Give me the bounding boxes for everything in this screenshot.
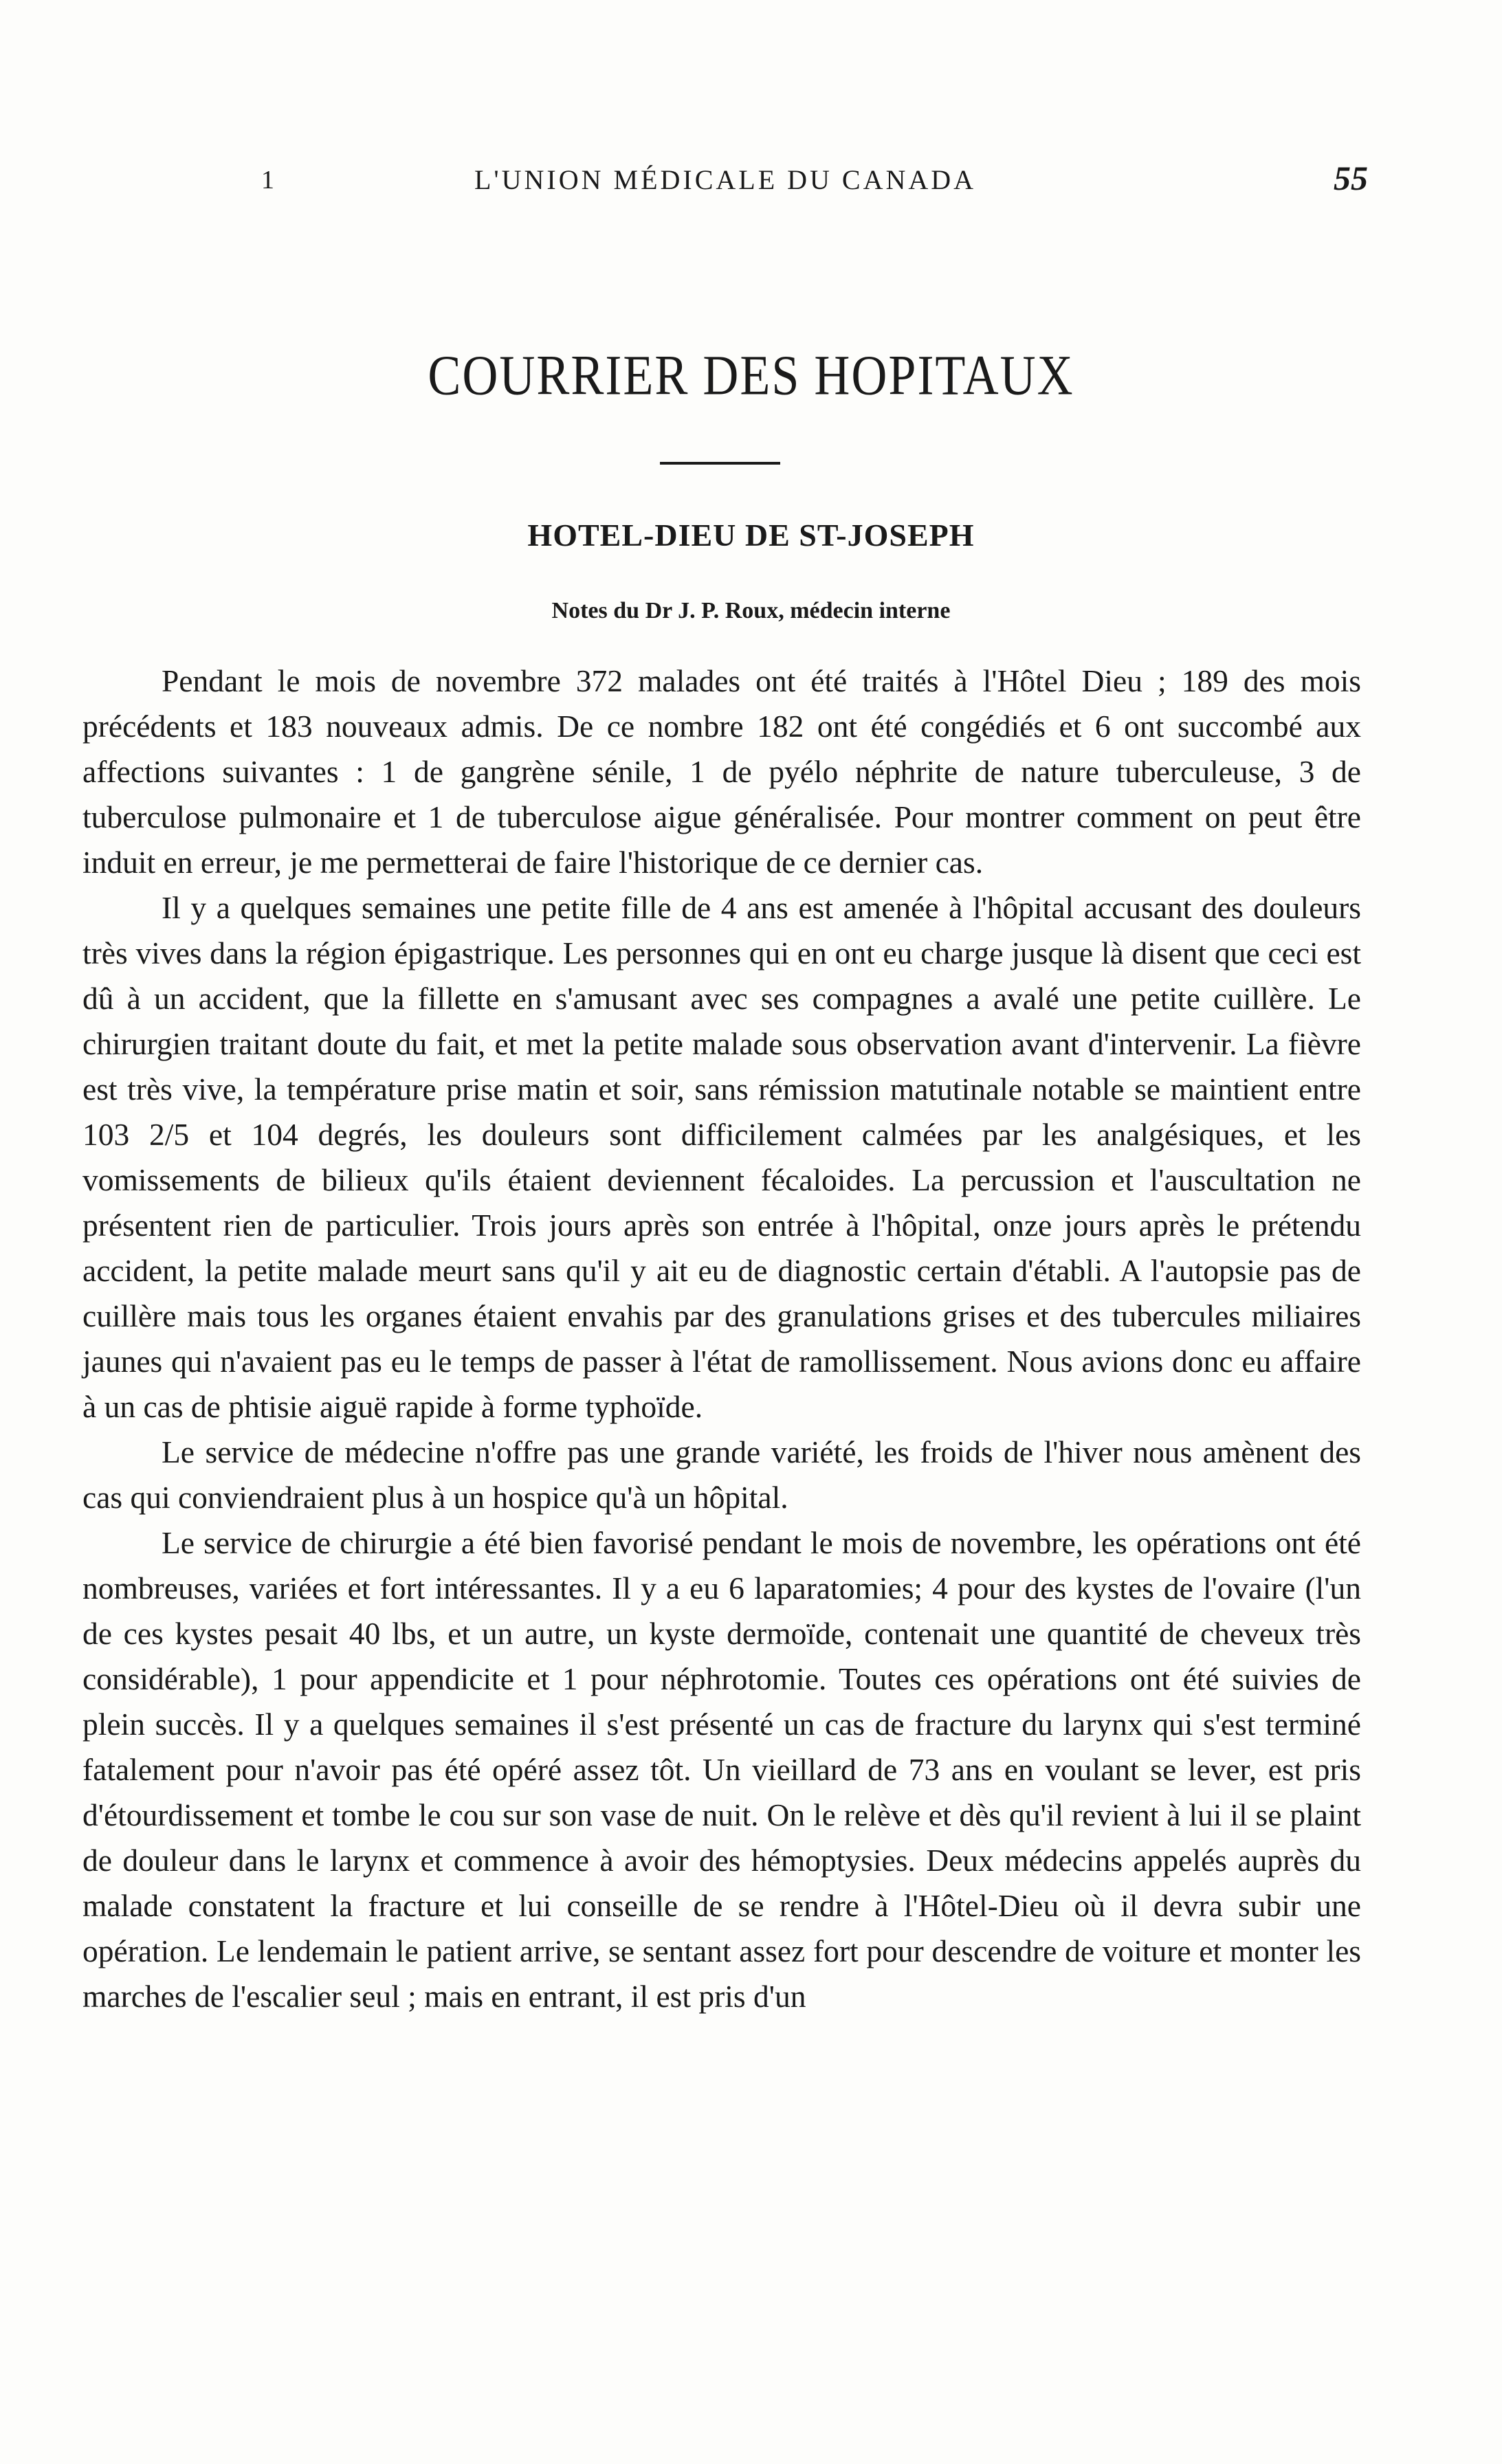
- header-mark: 1: [261, 166, 274, 195]
- paragraph: Il y a quelques semaines une petite fille de 4 ans est amenée à l'hôpital accusant des douleurs très vives dans la région épigastrique. Les personnes qui en ont eu charge jusque là disent que ceci est dû à un accident, que la fillette en s'amusant avec ses compagnes a avalé une petite cuillère. Le chirurgien traitant doute du fait, et met la petite malade sous observation avant d'intervenir. La fièvre est très vive, la température prise matin et soir, sans rémission matutinale notable se maintient entre 103 2/5 et 104 degrés, les douleurs sont difficilement calmées par les analgésiques, et les vomissements de bilieux qu'ils étaient deviennent fécaloides. La percussion et l'auscultation ne présentent rien de particulier. Trois jours après son entrée à l'hôpital, onze jours après le prétendu accident, la petite malade meurt sans qu'il y ait eu de diagnostic certain d'établi. A l'autopsie pas de cuillère mais tous les organes étaient envahis par des granulations grises et des tubercules miliaires jaunes qui n'avaient pas eu le temps de passer à l'état de ramollissement. Nous avions donc eu affaire à un cas de phtisie aiguë rapide à forme typhoïde.: [82, 890, 1361, 1424]
- paragraph: Le service de chirurgie a été bien favorisé pendant le mois de novembre, les opérations ont été nombreuses, variées et fort intéressantes. Il y a eu 6 laparatomies; 4 pour des kystes de l'ovaire (l'un de ces kystes pesait 40 lbs, et un autre, un kyste dermoïde, contenait une quantité de cheveux très considérable), 1 pour appendicite et 1 pour néphrotomie. Toutes ces opérations ont été suivies de plein succès. Il y a quelques semaines il s'est présenté un cas de fracture du larynx qui s'est terminé fatalement pour n'avoir pas été opéré assez tôt. Un vieillard de 73 ans en voulant se lever, est pris d'étourdissement et tombe le cou sur son vase de nuit. On le relève et dès qu'il revient à lui il se plaint de douleur dans le larynx et commence à avoir des hémoptysies. Deux médecins appelés auprès du malade constatent la fracture et lui conseille de se rendre à l'Hôtel-Dieu où il devra subir une opération. Le lendemain le patient arrive, se sentant assez fort pour descendre de voiture et monter les marches de l'escalier seul ; mais en entrant, il est pris d'un: [82, 1525, 1361, 2014]
- paragraph: Pendant le mois de novembre 372 malades ont été traités à l'Hôtel Dieu ; 189 des mois précédents et 183 nouveaux admis. De ce nombre 182 ont été congédiés et 6 ont succombé aux affections suivantes : 1 de gangrène sénile, 1 de pyélo néphrite de nature tuberculeuse, 3 de tuberculose pulmonaire et 1 de tuberculose aigue généralisée. Pour montrer comment on peut être induit en erreur, je me permetterai de faire l'historique de ce dernier cas.: [82, 663, 1361, 880]
- byline: Notes du Dr J. P. Roux, médecin interne: [551, 598, 951, 623]
- journal-title: L'UNION MÉDICALE DU CANADA: [474, 164, 977, 195]
- hospital-name: HOTEL-DIEU DE ST-JOSEPH: [527, 518, 975, 553]
- running-header: [261, 158, 1368, 199]
- page-number: 55: [1334, 159, 1368, 197]
- article-body: [82, 658, 1361, 2335]
- title-divider: [660, 462, 780, 465]
- paragraph: Le service de médecine n'offre pas une grande variété, les froids de l'hiver nous amènent des cas qui conviendraient plus à un hospice qu'à un hôpital.: [82, 1434, 1361, 1515]
- section-title: COURRIER DES HOPITAUX: [428, 343, 1074, 407]
